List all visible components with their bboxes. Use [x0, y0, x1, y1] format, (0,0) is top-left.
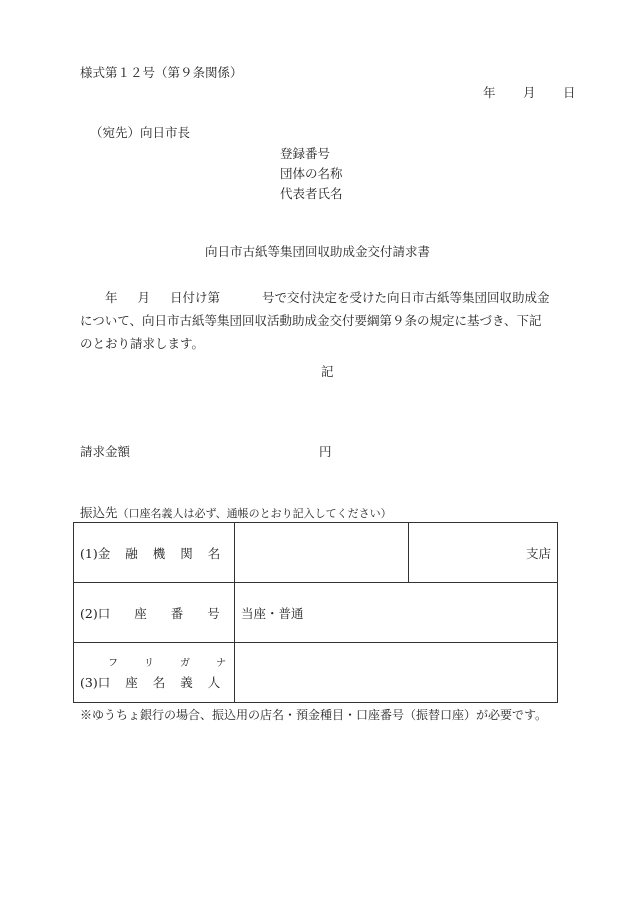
- body-line-3: のとおり請求します。: [80, 336, 205, 351]
- financial-institution-label: (1)金 融 機 関 名: [74, 523, 235, 583]
- table-row: [74, 643, 558, 703]
- body-year: 年: [105, 290, 118, 305]
- ki-heading: 記: [321, 364, 334, 379]
- date-line: [0, 87, 630, 101]
- body-month: 月: [137, 290, 151, 305]
- body-line-1: [80, 286, 580, 309]
- registration-number-label: 登録番号: [280, 146, 331, 161]
- bank-account-table: [73, 522, 558, 703]
- organization-name-label: 団体の名称: [280, 166, 343, 181]
- body-day-ref: 日付け第: [170, 290, 221, 305]
- account-number-label: (2)口 座 番 号: [74, 583, 235, 643]
- transfer-note: （口座名義人は必ず、通帳のとおり記入してください）: [117, 507, 392, 520]
- branch-field[interactable]: [409, 523, 558, 583]
- transfer-label: 振込先: [80, 505, 118, 520]
- amount-label: 請求金額: [80, 444, 131, 459]
- body-line-1-rest: 号で交付決定を受けた向日市古紙等集団回収助成金: [262, 290, 550, 305]
- document-title: 向日市古紙等集団回収助成金交付請求書: [205, 244, 431, 259]
- table-row: [74, 583, 558, 643]
- footnote: ※ゆうちょ銀行の場合、振込用の店名・預金種目・口座番号（振替口座）が必要です。: [80, 708, 548, 722]
- financial-institution-field[interactable]: [235, 523, 409, 583]
- date-year-label: 年: [483, 85, 496, 100]
- account-type-field[interactable]: [235, 583, 558, 643]
- account-holder-field[interactable]: [235, 643, 558, 703]
- form-number: 様式第１２号（第９条関係）: [80, 65, 243, 80]
- table-row: [74, 523, 558, 583]
- account-type-value: 当座・普通: [241, 605, 304, 621]
- representative-name-label: 代表者氏名: [280, 186, 343, 201]
- request-body: [80, 286, 580, 355]
- date-month-label: 月: [523, 85, 536, 100]
- body-line-2: について、向日市古紙等集団回収活動助成金交付要綱第９条の規定に基づき、下記: [80, 313, 542, 328]
- amount-unit: 円: [319, 444, 332, 459]
- branch-suffix: 支店: [525, 545, 551, 561]
- addressee: （宛先）向日市長: [90, 125, 191, 140]
- furigana-label: フ リ ガ ナ: [108, 658, 226, 669]
- date-day-label: 日: [563, 85, 576, 100]
- account-holder-label: フ リ ガ ナ (3)口 座 名 義 人: [74, 643, 235, 703]
- transfer-heading: [80, 507, 392, 520]
